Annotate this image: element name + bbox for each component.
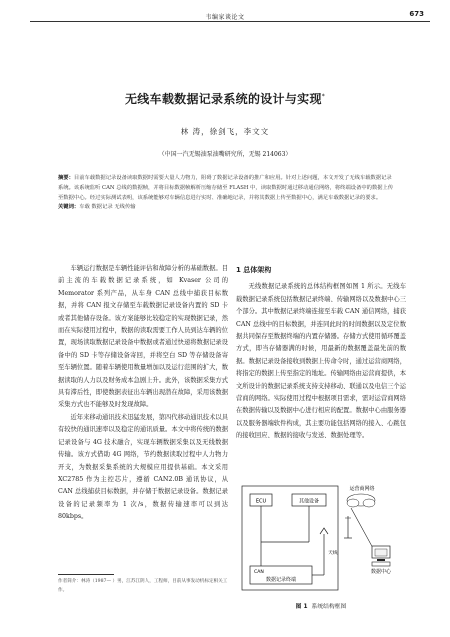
operator-network-cloud-icon: [347, 494, 375, 507]
figure-caption-label: 图 1: [295, 604, 308, 610]
paper-authors: 林 涛，徐剑飞，李文文: [180, 127, 270, 136]
keywords-text: 车载 数据记录 无线传输: [79, 204, 136, 211]
paper-title: [0, 90, 450, 107]
body-paragraph: 近年来移动通讯技术迅猛发展，第四代移动通讯技术以具有较快的通讯速率以及稳定的通讯质量。本文中将传统的数据记录设备与 4G 技术融合，实现车辆数据采集以及无线数据传输。该方式借助 4G 网络，节约数据读取过程中人力物力开支，为数据采集系统的大规模应用提供基础。本文采用 XC2785 作为主控芯片，遵循 CAN2.0B 通讯协议，从 CAN 总线捕获目标数据，并存储于数据记录设备。数据记录设备的记录频率为 1 次/s，数据传输速率可以到达 80kbps。: [58, 413, 229, 521]
network-link: [351, 508, 374, 550]
server-computer-icon: [372, 546, 390, 566]
title-footnote-mark: *: [321, 93, 326, 100]
paper-title-text: 无线车载数据记录系统的设计与实现: [124, 92, 322, 106]
abstract-label: 摘要：: [58, 175, 74, 181]
antenna-label: 天线: [328, 551, 338, 556]
section-heading: 1 总体架构: [236, 266, 272, 274]
page-number: 673: [409, 10, 424, 18]
abstract-block: [58, 174, 396, 213]
figure-caption-text: 系统结构框图: [311, 604, 347, 610]
system-architecture-diagram: [236, 480, 406, 600]
right-column: [236, 264, 406, 443]
header-rule: [30, 21, 430, 22]
left-column: [58, 263, 228, 524]
data-center-label: 数据中心: [370, 569, 392, 575]
can-label: CAN: [254, 570, 264, 575]
journal-column-name: 韦编家谈论文: [205, 14, 245, 21]
body-paragraph: 无线数据记录系统的总体结构框图如图 1 所示。无线车载数据记录系统包括数据记录终端、传输网络以及数据中心三个部分。其中数据记录终端连接至车载 CAN 通信网络，捕获 CAN 总线中的目标数据，并连同此时的时间数据以及定位数据共同保存至数据终端的内置存储器。存储方式使用循环覆盖方式，即当存储器满的时候，用最新的数据覆盖最先前的数据。数据记录设备接收到数据上传命令时，通过运营商网络，将指定的数据上传至指定的地址。传输网络由运营商提供，本文所设计的数据记录系统支持支持移动、联通以及电信三个运营商的网络。实际使用过程中根据项目需求，需对运营商网络在数据传输以及数据中心进行相应的配置。数据中心由服务器以及服务器端软件构成，其主要功能包括网络的接入、心跳包的接收回应、数据的接收与发送、数据处理等。: [236, 283, 407, 440]
author-affiliation: （中国一汽无锡油泵油嘴研究所，无锡 214063）: [158, 151, 292, 158]
operator-network-label: 运营商网络: [349, 486, 375, 492]
body-paragraph: 车辆运行数据是车辆性能评估和故障分析的基础数据。目前主流的车载数据记录系统，如 Kvaser 公司的 Memorator 系列产品，从车身 CAN 总线中捕获目标数据，并将 CAN 报文存储至车载数据记录设备内置的 SD 卡或者其他储存设备。该方案能够比较稳定的实现数据记录，然而在实际使用过程中，数据的读取需要工作人员到达车辆的位置，现场读取数据记录设备中数据或者通过快递将数据记录设备中的 SD 卡等存储设备寄回，并将空白 SD 等存储设备寄至车辆位置。随着车辆使用数量增加以及运行范围的扩大，数据读取的人力以及财务成本急剧上升。此外，该数据采集方式具有滞后性，即使数据表征出车辆出现潜在故障，采用该数据采集方式也不能够及时发现故障。: [58, 265, 229, 409]
antenna-icon: [320, 528, 328, 534]
other-device-label: 其他设备: [298, 498, 320, 505]
running-header: [0, 0, 450, 22]
terminal-label: 数据记录终端: [265, 577, 297, 583]
ecu-label: ECU: [255, 498, 267, 505]
keywords-label: 关键词：: [58, 204, 80, 211]
abstract-text: 目前车载数据记录设备读取数据时需要大量人力物力，阻碍了数据记录设备的推广和应用。针对上述问题，本文开发了无线车载数据记录系统。该系统监听 CAN 总线的数据帧，并将目标数据帧解析压缩存储至 FLASH 中，读取数据时通过移动通信网络，将终端设备中的数据上传至数据中心。经过实际测试表明，该系统能够对车辆信息进行实时、准确地记录，并将其数据上传至数据中心，满足车载数据记录的要求。: [58, 175, 394, 201]
figure-caption: [236, 601, 406, 610]
cell-tower-icon: [344, 516, 352, 538]
footnote-rule: [58, 574, 114, 575]
author-footnote: 作者简介：林涛（1987— ）男，江苏江阴人，工程师，目前从事发动机标定相关工作。: [58, 579, 228, 593]
